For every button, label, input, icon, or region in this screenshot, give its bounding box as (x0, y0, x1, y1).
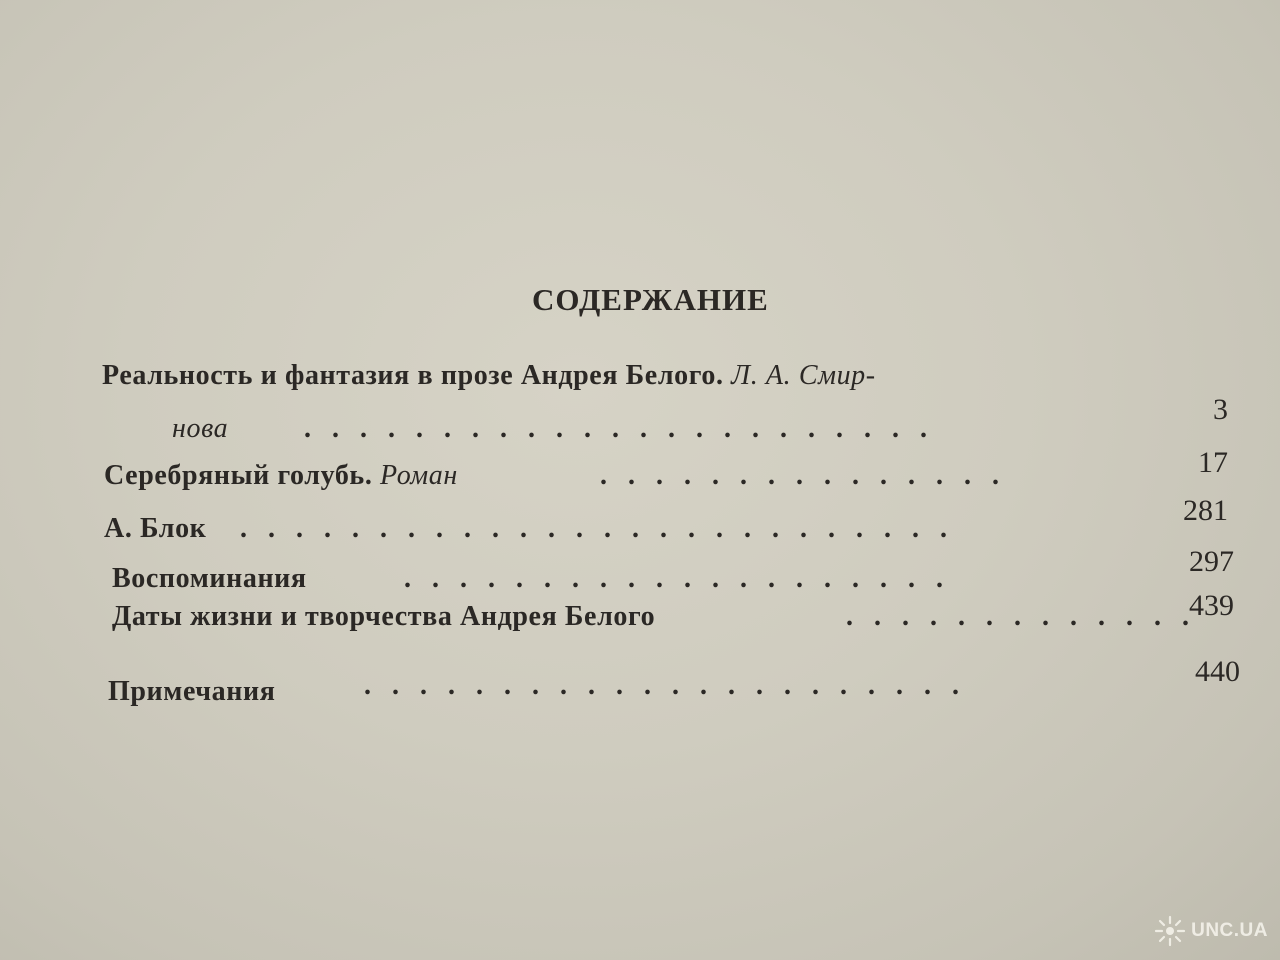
toc-leader-dots: . . . . . . . . . . . . . . . . . . . . . . . . . . (240, 513, 947, 544)
toc-entry-blok-title: А. Блок (104, 513, 207, 544)
toc-entry-silver-dove-title: Серебряный голубь. (104, 460, 373, 491)
toc-entry-memoirs-page: 297 (1189, 545, 1234, 578)
toc-entry-blok-page: 281 (1183, 494, 1228, 527)
toc-entry-silver-dove-page: 17 (1198, 446, 1228, 479)
toc-entry-intro-author-cont: нова (172, 413, 229, 444)
toc-entry-blok (104, 513, 206, 545)
toc-entry-chronology-page: 439 (1189, 589, 1234, 622)
toc-entry-notes (108, 676, 276, 708)
toc-entry-notes-page: 440 (1195, 655, 1240, 688)
sunburst-logo-icon (1153, 914, 1187, 948)
toc-entry-memoirs (112, 563, 307, 595)
toc-leader-dots: . . . . . . . . . . . . . . . . . . . . (404, 563, 943, 594)
toc-entry-chronology-title: Даты жизни и творчества Андрея Белого (112, 601, 656, 632)
toc-leader-dots: . . . . . . . . . . . . . . . (600, 460, 999, 491)
toc-entry-intro-title: Реальность и фантазия в прозе Андрея Белого. (102, 360, 724, 391)
toc-entry-notes-title: Примечания (108, 676, 276, 707)
toc-entry-intro-line2 (172, 413, 228, 445)
watermark-text: UNC.UA (1191, 920, 1268, 941)
toc-entry-chronology (112, 601, 655, 633)
toc-leader-dots: . . . . . . . . . . . . . . . . . . . . . . (364, 670, 959, 701)
toc-entry-memoirs-title: Воспоминания (112, 563, 307, 594)
toc-leader-dots: . . . . . . . . . . . . . . . . . . . . . . . (304, 413, 927, 444)
toc-entry-silver-dove-genre: Роман (380, 460, 458, 491)
watermark (1153, 914, 1268, 948)
toc-entry-intro-page: 3 (1213, 393, 1228, 426)
toc-entry-silver-dove (104, 460, 458, 492)
contents-heading: СОДЕРЖАНИЕ (532, 282, 769, 317)
toc-leader-dots: . . . . . . . . . . . . . (846, 601, 1189, 632)
toc-entry-intro-line1 (102, 360, 876, 392)
toc-entry-intro-author: Л. А. Смир- (731, 360, 876, 391)
